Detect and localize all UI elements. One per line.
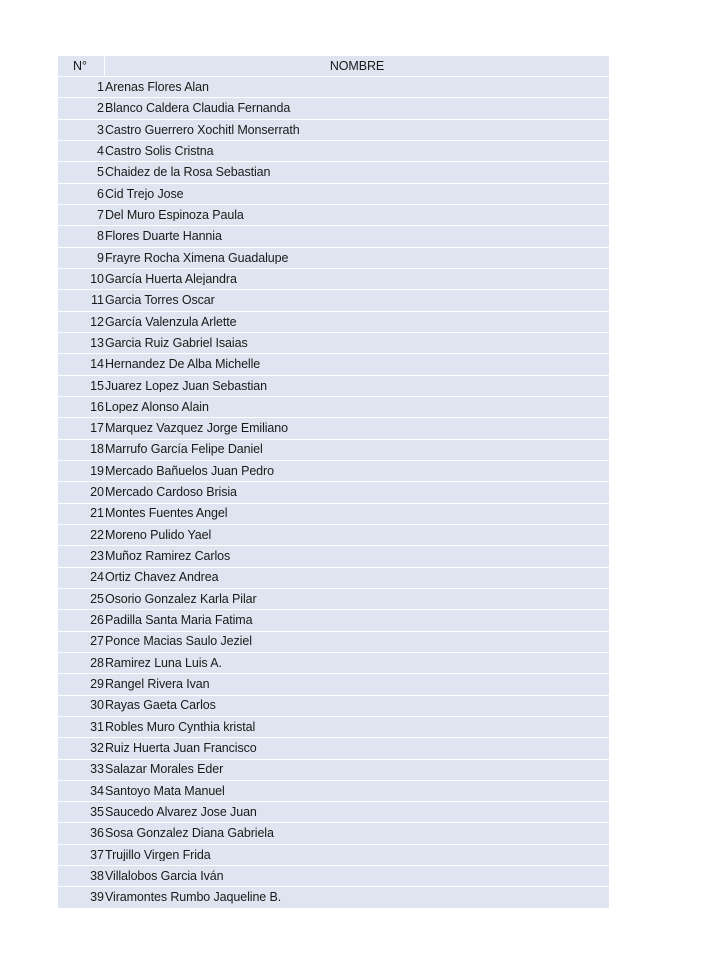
table-row [58,482,609,503]
row-number: 15 [90,378,104,393]
row-number: 37 [90,847,104,862]
row-name: Villalobos Garcia Iván [105,870,224,883]
row-number: 22 [90,527,104,542]
row-name: Montes Fuentes Angel [105,507,228,520]
table-row [58,77,609,98]
table-row [58,696,609,717]
table-row [58,546,609,567]
row-name: Hernandez De Alba Michelle [105,358,261,371]
table-row [58,98,609,119]
row-number: 19 [90,463,104,478]
table-row [58,354,609,375]
row-name: Garcia Ruiz Gabriel Isaias [105,336,248,350]
row-name: Muñoz Ramirez Carlos [105,550,231,563]
table-row [58,760,609,781]
row-number: 16 [90,399,104,414]
row-number: 27 [90,634,104,649]
table-row [58,610,609,631]
table-body [58,77,609,909]
row-name: Marquez Vazquez Jorge Emiliano [105,422,288,435]
row-number: 7 [97,207,104,222]
row-number: 17 [90,421,104,436]
row-number: 31 [90,719,104,734]
row-name: Chaidez de la Rosa Sebastian [105,166,271,179]
row-number: 12 [90,314,104,329]
row-number: 14 [90,357,104,372]
table-row [58,162,609,183]
row-number: 2 [97,101,104,116]
row-name: Osorio Gonzalez Karla Pilar [105,592,257,606]
row-number: 13 [90,335,104,350]
table-row [58,226,609,247]
row-name: Sosa Gonzalez Diana Gabriela [105,827,274,840]
row-name: Flores Duarte Hannia [105,230,222,243]
table-row [58,568,609,589]
row-name: Frayre Rocha Ximena Guadalupe [105,251,289,265]
row-name: Ortiz Chavez Andrea [105,571,219,584]
table-header [58,56,609,77]
row-number: 38 [90,869,104,884]
table-row [58,461,609,482]
row-number: 34 [90,783,104,798]
table-row [58,632,609,653]
table-row [58,866,609,887]
row-number: 33 [90,762,104,777]
row-number: 24 [90,570,104,585]
row-name: Lopez Alonso Alain [105,400,209,414]
table-row [58,120,609,141]
row-name: García Huerta Alejandra [105,272,237,286]
row-name: Del Muro Espinoza Paula [105,208,244,222]
row-name: Rangel Rivera Ivan [105,678,210,691]
table-row [58,802,609,823]
row-name: Viramontes Rumbo Jaqueline B. [105,891,282,904]
table-row [58,269,609,290]
row-number: 1 [97,79,104,94]
row-name: Saucedo Alvarez Jose Juan [105,806,257,819]
row-number: 26 [90,613,104,628]
table-row [58,418,609,439]
row-number: 25 [90,591,104,606]
row-number: 32 [90,741,104,756]
header-name: NOMBRE [329,58,385,73]
row-name: Salazar Morales Eder [105,763,224,776]
row-number: 28 [90,655,104,670]
header-number: N° [58,56,105,76]
table-row [58,674,609,695]
table-row [58,440,609,461]
row-number: 5 [97,165,104,180]
row-number: 21 [90,506,104,521]
row-name: Castro Guerrero Xochitl Monserrath [105,123,300,137]
table-row [58,653,609,674]
row-number: 20 [90,485,104,500]
row-name: Blanco Caldera Claudia Fernanda [105,102,291,115]
row-number: 6 [97,186,104,201]
table-row [58,887,609,908]
row-name: Ponce Macias Saulo Jeziel [105,635,252,648]
row-number: 30 [90,698,104,713]
table-row [58,205,609,226]
row-number: 39 [90,890,104,905]
row-number: 8 [97,229,104,244]
table-row [58,717,609,738]
table-row [58,333,609,354]
table-row [58,312,609,333]
row-name: Trujillo Virgen Frida [105,848,211,862]
row-name: Mercado Cardoso Brisia [105,486,237,499]
row-number: 9 [97,250,104,265]
row-name: Robles Muro Cynthia kristal [105,720,256,734]
row-number: 29 [90,677,104,692]
table-row [58,823,609,844]
row-name: Juarez Lopez Juan Sebastian [105,379,267,392]
row-number: 18 [90,442,104,457]
row-number: 36 [90,826,104,841]
table-row [58,376,609,397]
row-name: Ruiz Huerta Juan Francisco [105,742,257,755]
row-number: 4 [97,143,104,158]
table-row [58,141,609,162]
table-row [58,397,609,418]
row-name: Padilla Santa Maria Fatima [105,614,253,627]
row-number: 3 [97,122,104,137]
row-name: Arenas Flores Alan [105,80,209,94]
row-number: 11 [91,293,104,308]
row-name: Garcia Torres Oscar [105,294,215,307]
row-name: Mercado Bañuelos Juan Pedro [105,464,274,478]
table-row [58,845,609,866]
table-row [58,504,609,525]
table-row [58,290,609,311]
table-row [58,184,609,205]
row-number: 10 [90,271,104,286]
row-name: García Valenzula Arlette [105,315,237,329]
row-number: 35 [90,805,104,820]
table-row [58,589,609,610]
table-row [58,248,609,269]
row-number: 23 [90,549,104,564]
table-row [58,525,609,546]
table-row [58,738,609,759]
row-name: Santoyo Mata Manuel [105,784,225,798]
row-name: Ramirez Luna Luis A. [105,656,222,670]
row-name: Castro Solis Cristna [105,144,214,158]
row-name: Marrufo García Felipe Daniel [105,443,263,456]
table-row [58,781,609,802]
row-name: Moreno Pulido Yael [105,528,212,542]
student-list-table [58,56,609,909]
row-name: Rayas Gaeta Carlos [105,699,216,712]
row-name: Cid Trejo Jose [105,187,184,201]
